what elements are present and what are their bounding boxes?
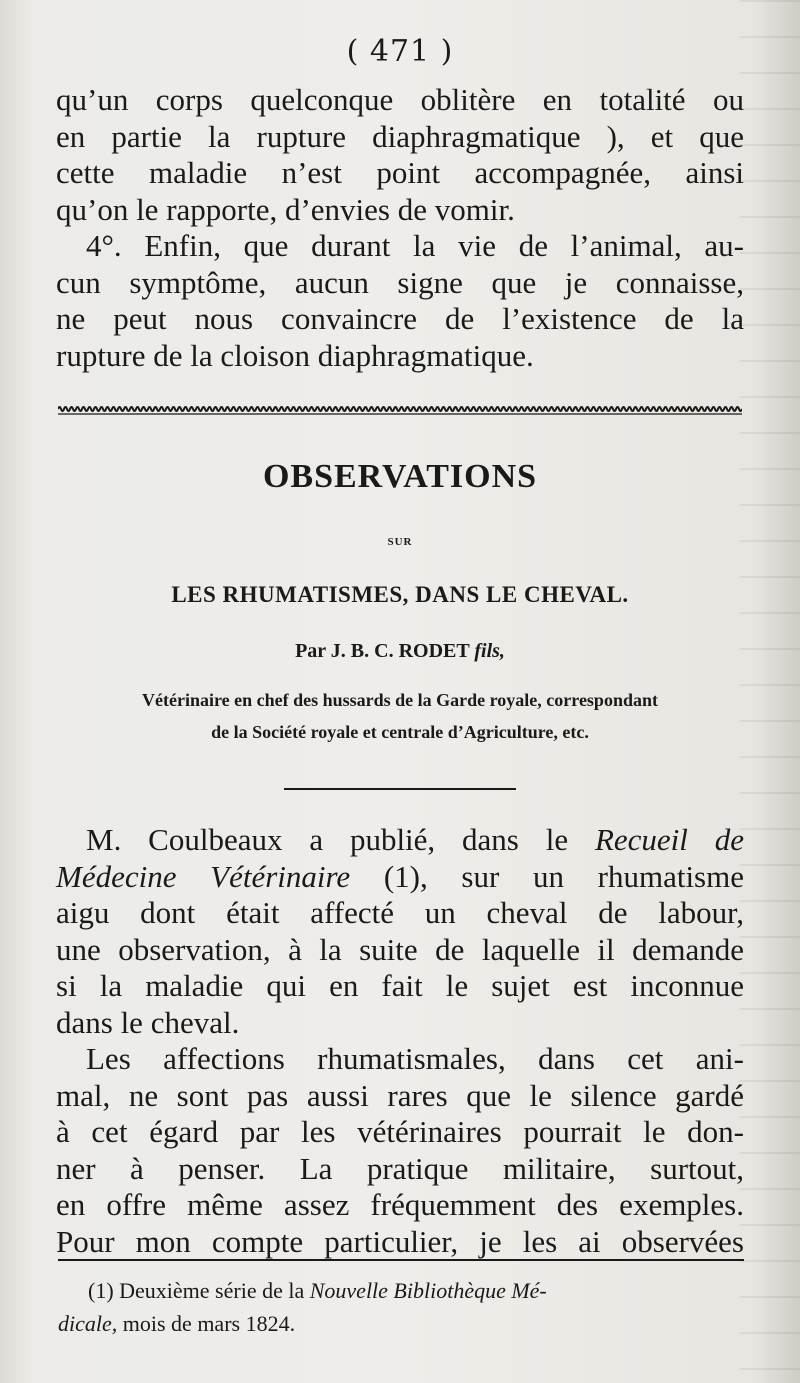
wavy-separator bbox=[58, 403, 742, 417]
text-line: ne peut nous convaincre de l’existence de la bbox=[56, 301, 744, 336]
text-line: cette maladie n’est point accompagnée, ainsi bbox=[56, 155, 744, 190]
footnote bbox=[58, 1274, 744, 1340]
page-number: ( 471 ) bbox=[346, 34, 454, 69]
footnote-text: (1) Deuxième série de la bbox=[88, 1278, 310, 1303]
text-line: ner à penser. La pratique militaire, surtout, bbox=[56, 1150, 744, 1186]
text-line: aigu dont était affecté un cheval de labour, bbox=[56, 895, 744, 930]
top-text-block bbox=[56, 82, 744, 374]
article-title: OBSERVATIONS bbox=[262, 458, 538, 495]
text-line bbox=[56, 822, 744, 859]
text-line: cun symptôme, aucun signe que je connaisse, bbox=[56, 264, 744, 300]
article-subtitle: LES RHUMATISMES, DANS LE CHEVAL. bbox=[171, 582, 629, 607]
main-text-block bbox=[56, 822, 744, 1260]
italic-run: Médecine Vétérinaire bbox=[56, 858, 351, 894]
text-line: qu’un corps quelconque oblitère en totalité ou bbox=[56, 82, 744, 117]
text-line: à cet égard par les vétérinaires pourrait le don- bbox=[56, 1114, 744, 1149]
italic-run: Recueil de bbox=[594, 822, 745, 857]
text-line: Les affections rhumatismales, dans cet ani- bbox=[86, 1041, 744, 1076]
footnote-text: mois de mars 1824. bbox=[117, 1311, 296, 1336]
author-role-line-2: de la Société royale et centrale d’Agriculture, etc. bbox=[211, 722, 589, 742]
author-suffix: fils, bbox=[474, 640, 505, 662]
section-rule bbox=[284, 788, 516, 790]
text-line bbox=[56, 859, 744, 896]
text-run: (1), sur un rhumatisme bbox=[350, 858, 744, 894]
text-run: M. Coulbeaux a publié, dans le bbox=[86, 822, 595, 857]
text-line: dans le cheval. bbox=[56, 1004, 240, 1040]
footnote-italic: dicale, bbox=[58, 1311, 118, 1336]
text-line: en partie la rupture diaphragmatique ), et que bbox=[56, 118, 744, 154]
author-name: Par J. B. C. RODET bbox=[295, 640, 470, 662]
footnote-italic: Nouvelle Bibliothèque Mé- bbox=[309, 1278, 547, 1303]
text-line: en offre même assez fréquemment des exemples. bbox=[56, 1187, 744, 1222]
article-title-sur: SUR bbox=[387, 536, 413, 548]
author-line bbox=[0, 640, 800, 663]
text-line: une observation, à la suite de laquelle il demande bbox=[56, 931, 744, 967]
text-line: 4°. Enfin, que durant la vie de l’animal, au- bbox=[86, 228, 744, 263]
text-line: mal, ne sont pas aussi rares que le silence gardé bbox=[56, 1077, 744, 1113]
author-role-line-1: Vétérinaire en chef des hussards de la Garde royale, correspondant bbox=[142, 690, 658, 710]
text-line: rupture de la cloison diaphragmatique. bbox=[56, 337, 534, 373]
footnote-line-2 bbox=[58, 1307, 744, 1340]
footnote-rule bbox=[58, 1259, 744, 1261]
text-line: qu’on le rapporte, d’envies de vomir. bbox=[56, 191, 515, 227]
text-line: si la maladie qui en fait le sujet est inconnue bbox=[56, 968, 744, 1003]
text-line: Pour mon compte particulier, je les ai observées bbox=[56, 1223, 744, 1259]
